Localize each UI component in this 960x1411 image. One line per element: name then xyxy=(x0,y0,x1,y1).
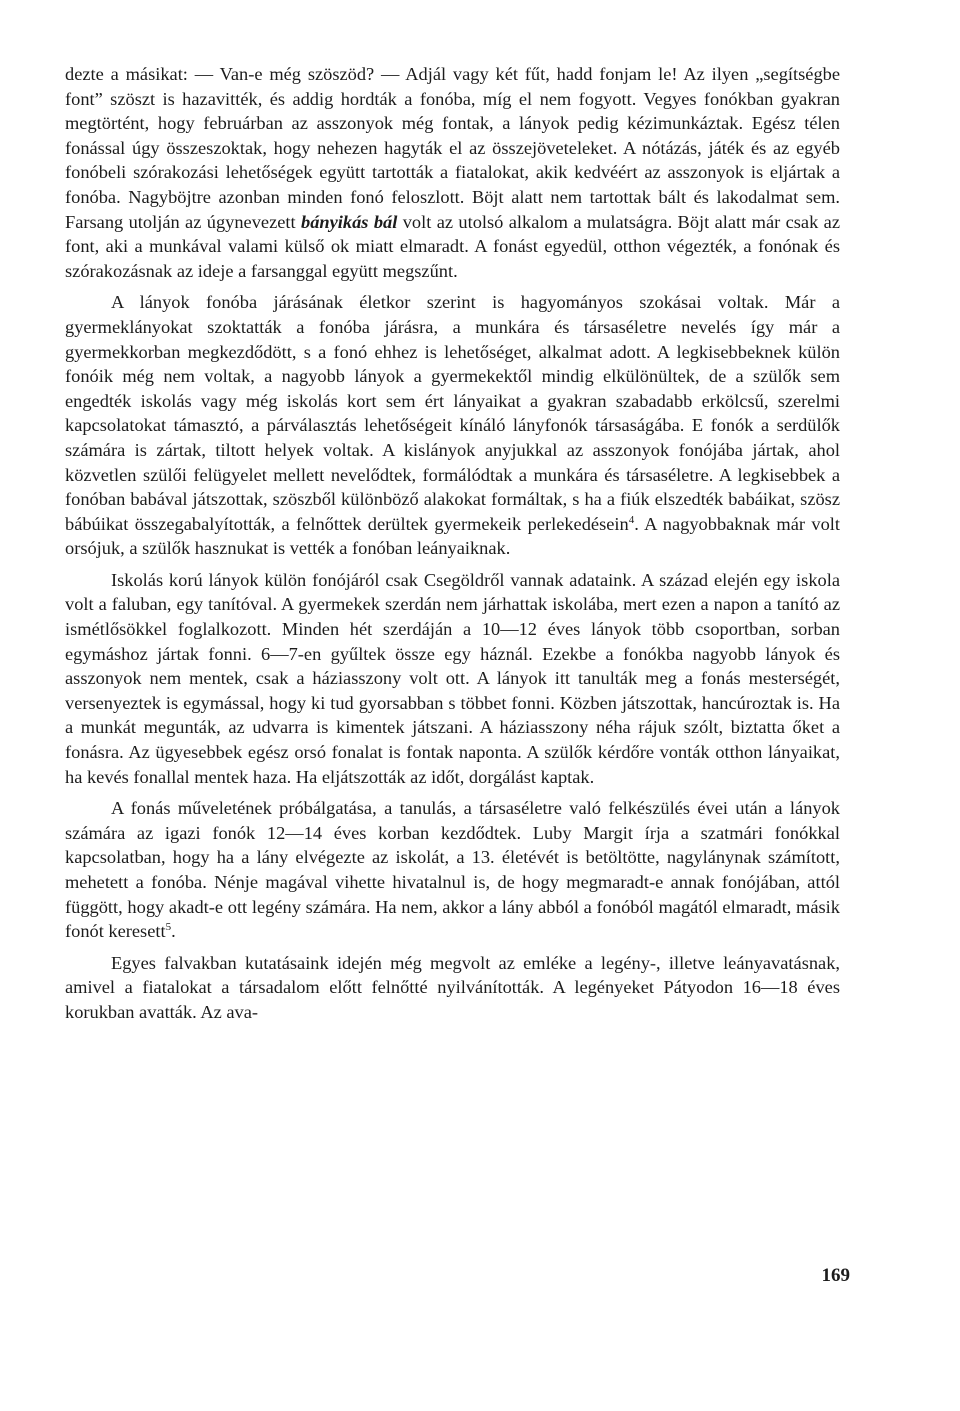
paragraph-2 xyxy=(65,290,840,561)
paragraph-2-text-a: A lányok fonóba járásának életkor szerint is hagyományos szokásai voltak. Már a gyermeklányokat szoktatták a fonóba járásra, a munkára és társaséletre nevelés így már a gyermekkorban megkezdődött, s a fonó ehhez is lehetőséget, alkalmat adott. A legkisebbeknek külön fonóik még nem voltak, a nagyobb lányok a gyermekektől mindig elkülönültek, de a szülők sem engedték iskolás vagy még iskolás kort sem ért lányaikat a gyakran szabadabb erkölcsű, szerelmi kapcsolatokat támasztó, a párválasztás lehetőségeit kínáló lányfonók társaságába. E fonók a serdülők számára is zártak, tiltott helyek voltak. A kislányok anyjukkal az asszonyok fonójába jártak, ahol közvetlen szülői felügyelet mellett nevelődtek, formálódtak a munkára és társaséletre. A legkisebbek a fonóban babával játszottak, szöszből különböző alakokat formáltak, s ha a fiúk elszedték babáikat, szösz bábúikat összegabalyították, a felnőttek derültek gyermekeik perlekedésein xyxy=(65,292,840,534)
paragraph-3 xyxy=(65,568,840,789)
paragraph-1 xyxy=(65,62,840,283)
paragraph-2-text-b: . A nagyobbaknak már volt orsójuk, a szülők hasznukat is vették a fonóban leányaiknak. xyxy=(65,513,840,559)
footnote-ref-5[interactable]: 5 xyxy=(165,921,172,934)
paragraph-4-text-b: . xyxy=(171,921,176,942)
page-body xyxy=(65,62,840,1032)
paragraph-4-text-a: A fonás műveletének próbálgatása, a tanulás, a társaséletre való felkészülés évei után a lányok számára az igazi fonók 12—14 éves korban kezdődtek. Luby Margit írja a szatmári fonókkal kapcsolatban, hogy ha a lány elvégezte az iskolát, a 13. életévét is betöltötte, nagylánynak számított, mehetett a fonóba. Nénje magával vihette hivatalnul is, de hogy megmaradt-e annak fonójában, attól függött, hogy akadt-e ott legény számára. Ha nem, akkor a lány abból a fonóból magától elmaradt, másik fonót keresett xyxy=(65,798,840,942)
paragraph-5-text: Egyes falvakban kutatásaink idején még megvolt az emléke a legény-, illetve leányavatásnak, amivel a fiatalokat a társadalom előtt felnőtté nyilvánították. A legényeket Pátyodon 16—18 éves korukban avatták. Az ava- xyxy=(65,952,840,1022)
footnote-ref-4[interactable]: 4 xyxy=(628,513,635,526)
paragraph-1-emphasis: bányikás bál xyxy=(301,211,398,232)
paragraph-1-text-a: dezte a másikat: — Van-e még szöszöd? — Adjál vagy két fűt, hadd fonjam le! Az ilyen „segítségbe font” szöszt is hazavitték, és addig hordták a fonóba, míg el nem fogyott. Vegyes fonókban gyakran megtörtént, hogy februárban az asszonyok még fontak, a lányok pedig kézimunkáztak. Egész télen fonással úgy összeszoktak, hogy nehezen hagyták el az összejöveteleket. A nótázás, játék és az egyéb fonóbeli szórakozási lehetőségek együtt tartották a fiatalokat, akik kedvéért az asszonyok is eljártak a fonóba. Nagyböjtre azonban minden fonó feloszlott. Böjt alatt nem tartottak bált és lakodalmat sem. Farsang utolján az úgynevezett xyxy=(65,64,840,232)
paragraph-4 xyxy=(65,796,840,944)
paragraph-3-text: Iskolás korú lányok külön fonójáról csak Csegöldről vannak adataink. A század elején egy iskola volt a faluban, egy tanítóval. A gyermekek szerdán nem járhattak iskolába, mert ezen a napon a tanító az ismétlősökkel foglalkozott. Minden hét szerdáján a 10—12 éves lányok több csoportban, sorban egymáshoz jártak fonni. 6—7-en gyűltek össze egy háznál. Ezekbe a fonókba nagyobb lányok és asszonyok nem mentek, csak a háziasszony volt ott. A lányok itt tanulták meg a fonás mesterségét, versenyeztek is egymással, hogy ki tud gyorsabban s többet fonni. Közben játszottak, hancúroztak is. Ha a munkát megunták, az udvarra is kimentek játszani. A háziasszony néha rájuk szólt, biztatta őket a fonásra. Az ügyesebbek egész orsó fonalat is fontak naponta. A szülők kérdőre vonták otthon lányaikat, ha kevés fonallal mentek haza. Ha eljátszották az időt, dorgálást kaptak. xyxy=(65,569,840,787)
paragraph-5 xyxy=(65,951,840,1025)
page-number: 169 xyxy=(821,1265,850,1286)
paragraph-1-text-b: volt az utolsó alkalom a mulatságra. Böjt alatt már csak az font, aki a munkával valami külső ok miatt elmaradt. A fonást egyedül, otthon végezték, a fonónak és szórakozásnak az ideje a farsanggal együtt megszűnt. xyxy=(65,211,840,281)
